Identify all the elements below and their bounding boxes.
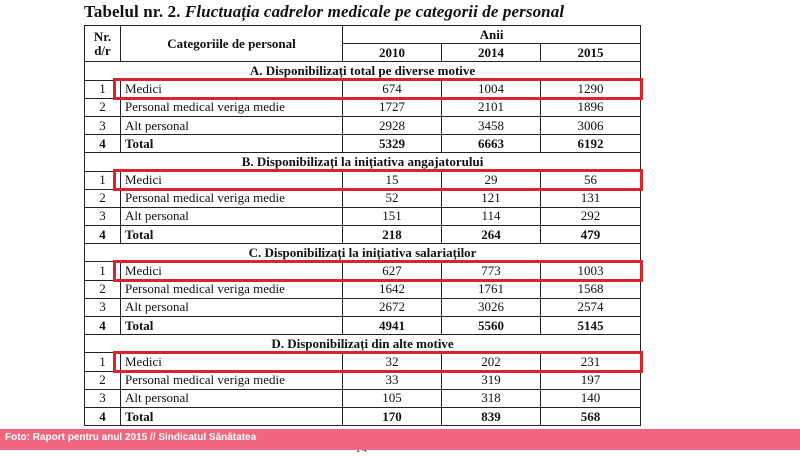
cell-value-2015: 231 [541,353,641,371]
row-number: 1 [85,80,121,98]
table-row [85,80,641,98]
cell-value-2014: 3458 [442,116,541,134]
row-category: Alt personal [121,207,343,225]
cell-value-2010: 32 [343,353,442,371]
row-category: Alt personal [121,389,343,407]
header-nr [85,26,121,62]
cell-value-2010: 2672 [343,298,442,316]
table-row [85,371,641,389]
cell-value-2010: 627 [343,262,442,280]
cell-value-2015: 2574 [541,298,641,316]
cell-value-2014: 121 [442,189,541,207]
row-category: Total [121,407,343,425]
cell-value-2015: 1003 [541,262,641,280]
table-title-prefix: Tabelul nr. 2. [84,2,181,21]
row-number: 3 [85,298,121,316]
table-row [85,389,641,407]
header-nr-line1: Nr. [93,28,112,44]
row-number: 1 [85,353,121,371]
row-number: 1 [85,262,121,280]
row-category: Total [121,317,343,335]
cell-value-2014: 202 [442,353,541,371]
table-title-text: Fluctuația cadrelor medicale pe categorii de personal [184,2,565,21]
cell-value-2010: 105 [343,389,442,407]
cell-value-2010: 1642 [343,280,442,298]
cell-value-2015: 197 [541,371,641,389]
row-category: Medici [121,80,343,98]
cell-value-2014: 114 [442,207,541,225]
cell-value-2015: 131 [541,189,641,207]
header-year: 2014 [442,44,541,62]
table-row [85,171,641,189]
cell-value-2015: 1290 [541,80,641,98]
table-row [85,262,641,280]
total-row [85,135,641,153]
total-row [85,317,641,335]
row-category: Total [121,135,343,153]
section-title: D. Disponibilizați din alte motive [85,335,641,353]
cell-value-2014: 1004 [442,80,541,98]
cell-value-2010: 2928 [343,116,442,134]
section-title: B. Disponibilizați la inițiativa angajatorului [85,153,641,171]
table-container [84,25,640,426]
table-row [85,280,641,298]
cell-value-2010: 218 [343,226,442,244]
row-number: 2 [85,371,121,389]
cell-value-2010: 5329 [343,135,442,153]
cell-value-2010: 52 [343,189,442,207]
cell-value-2015: 140 [541,389,641,407]
row-category: Alt personal [121,116,343,134]
cell-value-2010: 4941 [343,317,442,335]
cell-value-2010: 170 [343,407,442,425]
row-number: 2 [85,280,121,298]
row-category: Personal medical veriga medie [121,189,343,207]
table-row [85,116,641,134]
row-number: 2 [85,98,121,116]
table-row [85,189,641,207]
cell-value-2014: 318 [442,389,541,407]
cell-value-2015: 292 [541,207,641,225]
cell-value-2014: 2101 [442,98,541,116]
row-category: Alt personal [121,298,343,316]
header-year: 2010 [343,44,442,62]
header-year: 2015 [541,44,641,62]
row-category: Medici [121,353,343,371]
total-row [85,226,641,244]
row-number: 4 [85,135,121,153]
cell-value-2015: 6192 [541,135,641,153]
row-number: 4 [85,226,121,244]
section-header-row [85,62,641,80]
row-category: Medici [121,262,343,280]
row-number: 3 [85,389,121,407]
header-nr-line2: d/r [94,42,111,58]
header-years-group: Anii [343,26,641,44]
cell-value-2014: 773 [442,262,541,280]
cell-value-2014: 1761 [442,280,541,298]
table-row [85,207,641,225]
section-header-row [85,153,641,171]
row-number: 3 [85,207,121,225]
cell-value-2015: 1896 [541,98,641,116]
table-body [85,62,641,426]
photo-credit-bar [0,429,800,450]
cell-value-2010: 33 [343,371,442,389]
cell-value-2015: 568 [541,407,641,425]
header-category: Categoriile de personal [121,26,343,62]
cell-value-2014: 839 [442,407,541,425]
cell-value-2014: 29 [442,171,541,189]
section-title: A. Disponibilizați total pe diverse motive [85,62,641,80]
personnel-fluctuation-table [84,25,641,426]
cell-value-2010: 151 [343,207,442,225]
total-row [85,407,641,425]
row-number: 3 [85,116,121,134]
section-header-row [85,244,641,262]
section-title: C. Disponibilizați la inițiativa salariaților [85,244,641,262]
row-category: Total [121,226,343,244]
cell-value-2010: 1727 [343,98,442,116]
table-title [84,2,564,22]
row-category: Personal medical veriga medie [121,98,343,116]
cell-value-2010: 15 [343,171,442,189]
row-category: Personal medical veriga medie [121,280,343,298]
cell-value-2014: 264 [442,226,541,244]
row-number: 2 [85,189,121,207]
cell-value-2015: 5145 [541,317,641,335]
row-category: Personal medical veriga medie [121,371,343,389]
cell-value-2015: 3006 [541,116,641,134]
row-category: Medici [121,171,343,189]
table-row [85,353,641,371]
cell-value-2014: 3026 [442,298,541,316]
cell-value-2015: 1568 [541,280,641,298]
cell-value-2015: 479 [541,226,641,244]
table-row [85,298,641,316]
cell-value-2014: 5560 [442,317,541,335]
cell-value-2015: 56 [541,171,641,189]
row-number: 1 [85,171,121,189]
cell-value-2014: 6663 [442,135,541,153]
row-number: 4 [85,317,121,335]
row-number: 4 [85,407,121,425]
section-header-row [85,335,641,353]
table-row [85,98,641,116]
cell-value-2010: 674 [343,80,442,98]
photo-credit-text: Foto: Raport pentru anul 2015 // Sindicatul Sănătatea [5,432,257,443]
cell-value-2014: 319 [442,371,541,389]
